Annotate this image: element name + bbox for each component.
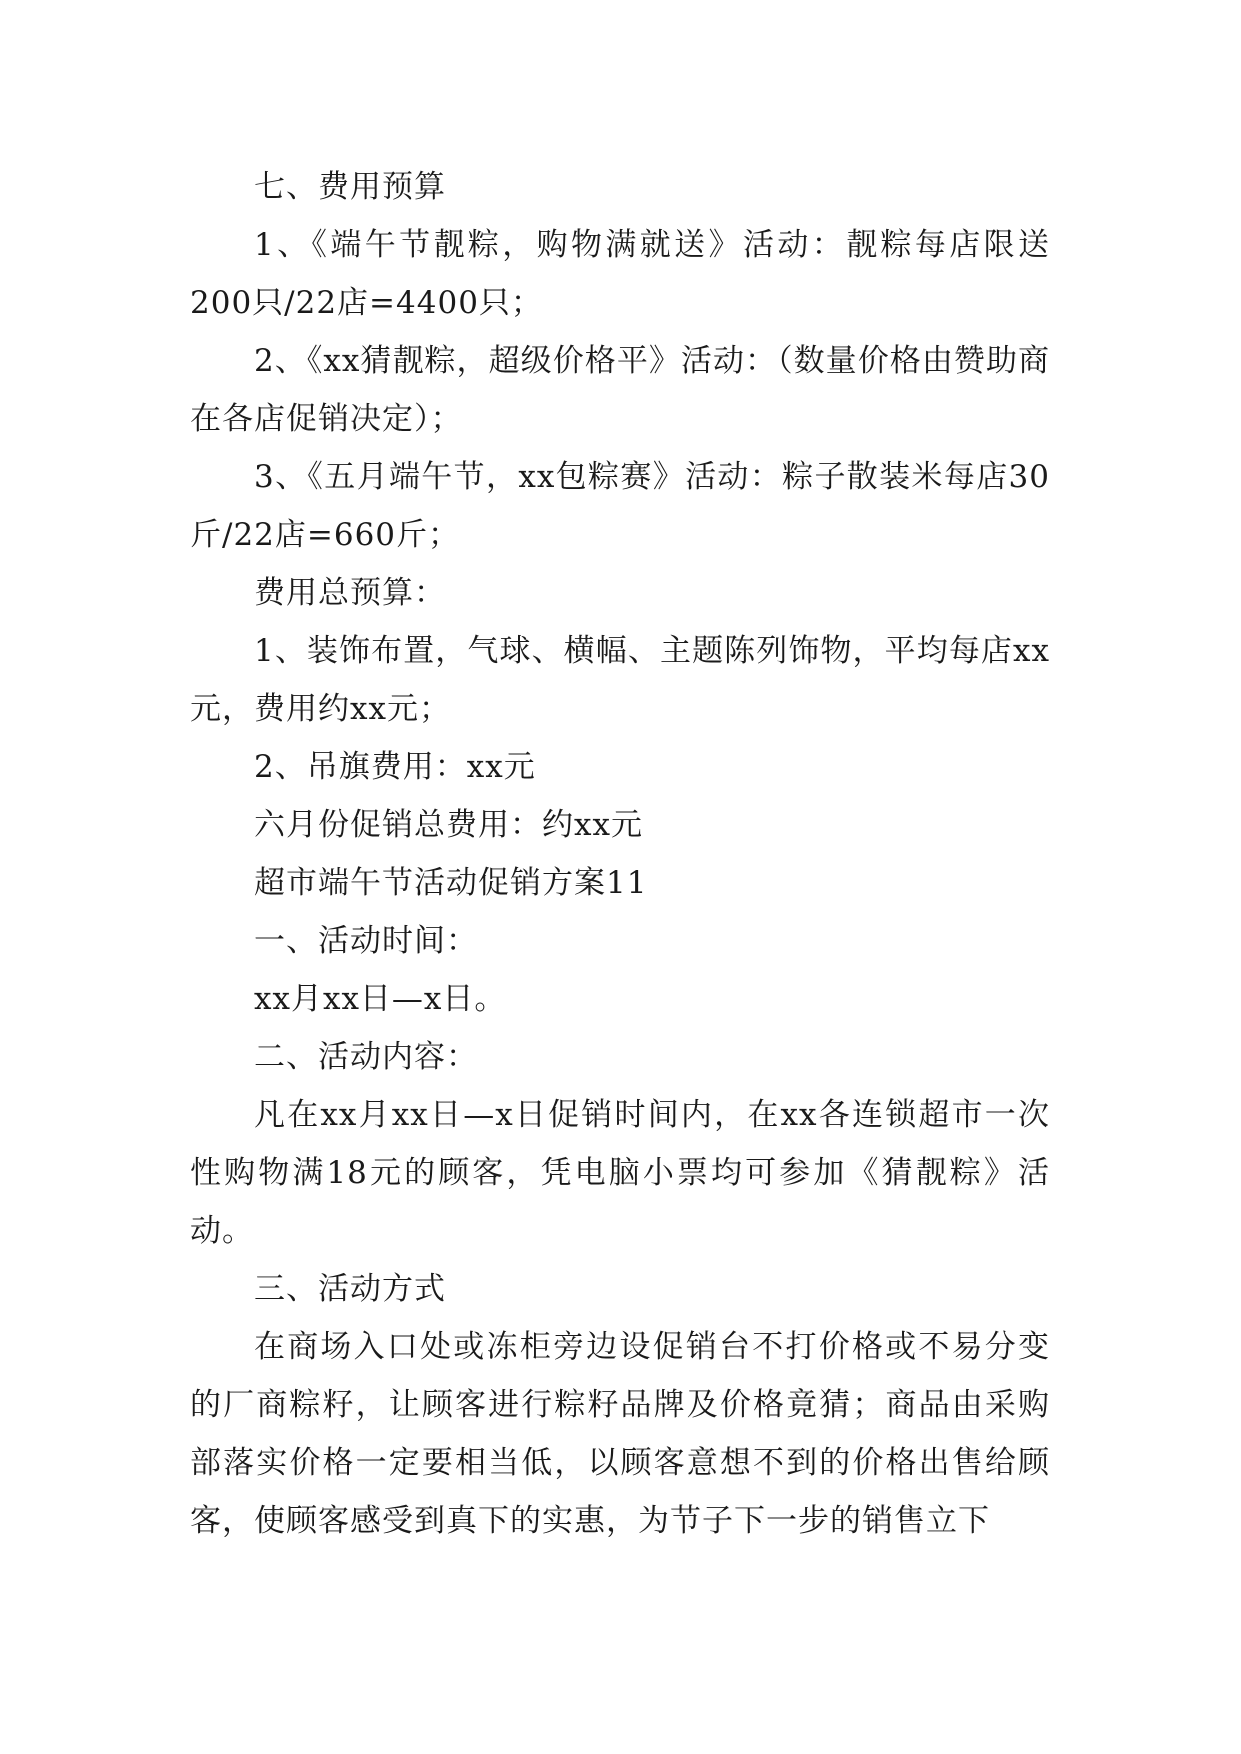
document-body xyxy=(190,158,1050,1550)
activity-method: 在商场入口处或冻柜旁边设促销台不打价格或不易分变的厂商粽籽，让顾客进行粽籽品牌及价格竟猜；商品由采购部落实价格一定要相当低，以顾客意想不到的价格出售给顾客，使顾客感受到真下的实惠，为节子下一步的销售立下 xyxy=(190,1329,1050,1539)
budget-item-3: 3、《五月端午节，xx包粽赛》活动：粽子散装米每店30斤/22店=660斤； xyxy=(190,459,1050,553)
total-budget-heading: 费用总预算： xyxy=(254,575,446,611)
budget-item-2: 2、《xx猜靓粽，超级价格平》活动：（数量价格由赞助商在各店促销决定）； xyxy=(190,343,1050,437)
section-heading-method: 三、活动方式 xyxy=(254,1271,446,1307)
section-heading-content: 二、活动内容： xyxy=(254,1039,478,1075)
section-heading-budget: 七、费用预算 xyxy=(254,169,446,205)
section-heading-time: 一、活动时间： xyxy=(254,923,478,959)
activity-time: xx月xx日—x日。 xyxy=(254,981,507,1017)
plan-title: 超市端午节活动促销方案11 xyxy=(254,865,648,901)
june-total-cost: 六月份促销总费用：约xx元 xyxy=(254,807,643,843)
activity-content: 凡在xx月xx日—x日促销时间内，在xx各连锁超市一次性购物满18元的顾客，凭电脑小票均可参加《猜靓粽》活动。 xyxy=(190,1097,1050,1249)
total-budget-item-1: 1、装饰布置，气球、横幅、主题陈列饰物，平均每店xx元，费用约xx元； xyxy=(190,633,1050,727)
total-budget-item-2: 2、吊旗费用：xx元 xyxy=(254,749,536,785)
budget-item-1: 1、《端午节靓粽，购物满就送》活动：靓粽每店限送200只/22店=4400只； xyxy=(190,227,1050,321)
